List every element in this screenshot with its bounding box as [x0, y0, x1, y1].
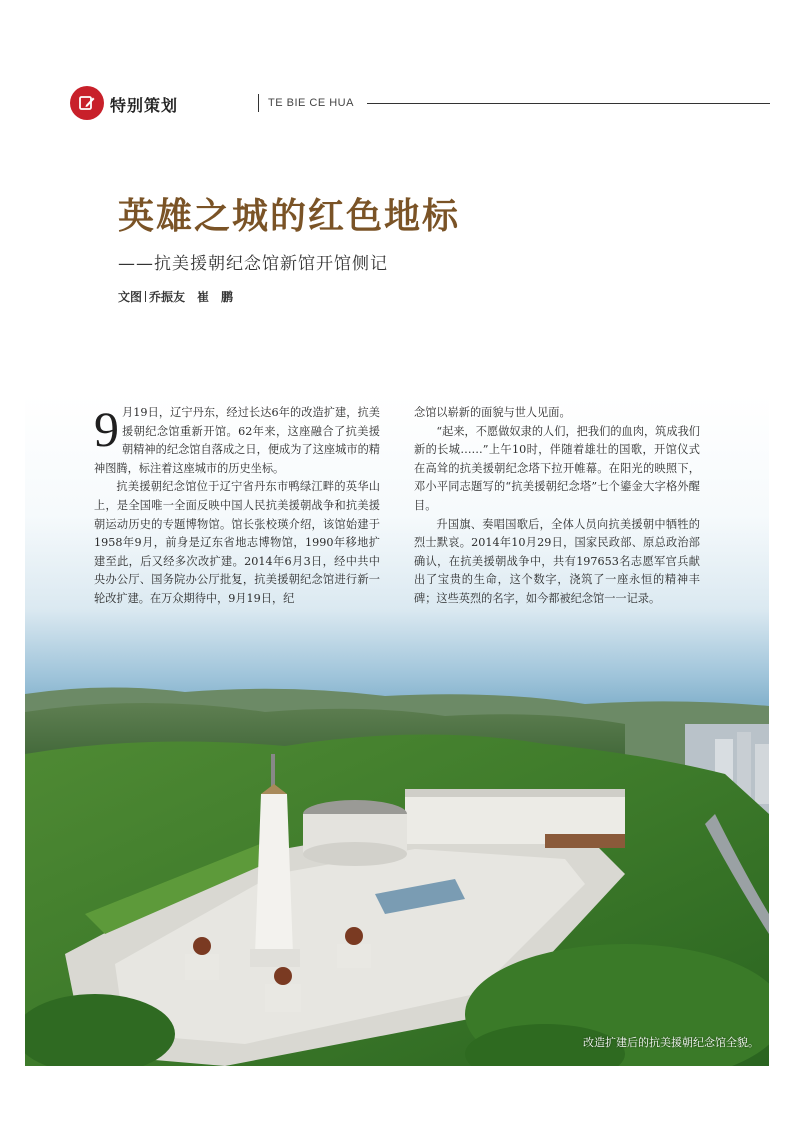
photo-caption: 改造扩建后的抗美援朝纪念馆全貌。 — [583, 1036, 759, 1049]
article-column-right — [414, 404, 700, 609]
paragraph-5: 升国旗、奏唱国歌后，全体人员向抗美援朝中牺牲的烈士默哀。2014年10月29日，国家民政部、原总政治部确认，在抗美援朝战争中，共有197653名志愿军官兵献出了宝贵的生命，这个数字，浇筑了一座永恒的精神丰碑；这些英烈的名字，如今都被纪念馆一一记录。 — [414, 517, 700, 605]
article-subtitle: ——抗美援朝纪念馆新馆开馆侧记 — [118, 254, 388, 274]
byline — [118, 288, 233, 305]
article-title: 英雄之城的红色地标 — [118, 196, 461, 237]
drop-cap: 9 — [94, 401, 119, 457]
paragraph-3: 念馆以崭新的面貌与世人见面。 — [414, 406, 571, 419]
byline-divider — [145, 291, 146, 302]
section-header — [70, 86, 770, 122]
paragraph-2: 抗美援朝纪念馆位于辽宁省丹东市鸭绿江畔的英华山上，是全国唯一全面反映中国人民抗美援朝战争和抗美援朝运动历史的专题博物馆。馆长张校瑛介绍，该馆始建于1958年9月，前身是辽东省地志博物馆，1990年移地扩建至此，后又经多次改扩建。2014年6月3日，经中共中央办公厅、国务院办公厅批复，抗美援朝纪念馆进行新一轮改扩建。在万众期待中，9月19日，纪 — [94, 480, 380, 605]
paragraph-4: “起来，不愿做奴隶的人们，把我们的血肉，筑成我们新的长城……”上午10时，伴随着雄壮的国歌，开馆仪式在高耸的抗美援朝纪念塔下拉开帷幕。在阳光的映照下，邓小平同志题写的“抗美援朝纪念塔”七个鎏金大字格外醒目。 — [414, 424, 700, 512]
header-rule — [367, 103, 770, 104]
section-title: 特别策划 — [110, 96, 179, 115]
byline-label: 文图 — [118, 290, 143, 304]
edit-icon — [70, 86, 104, 120]
header-divider — [258, 94, 259, 112]
byline-authors: 乔振友 崔 鹏 — [149, 290, 234, 304]
paragraph-1: 月19日，辽宁丹东，经过长达6年的改造扩建，抗美援朝纪念馆重新开馆。62年来，这座融合了抗美援朝精神的纪念馆自落成之日，便成为了这座城市的精神图腾，标注着这座城市的历史坐标。 — [94, 406, 380, 475]
article-column-left — [94, 401, 380, 609]
section-pinyin: TE BIE CE HUA — [268, 97, 354, 109]
